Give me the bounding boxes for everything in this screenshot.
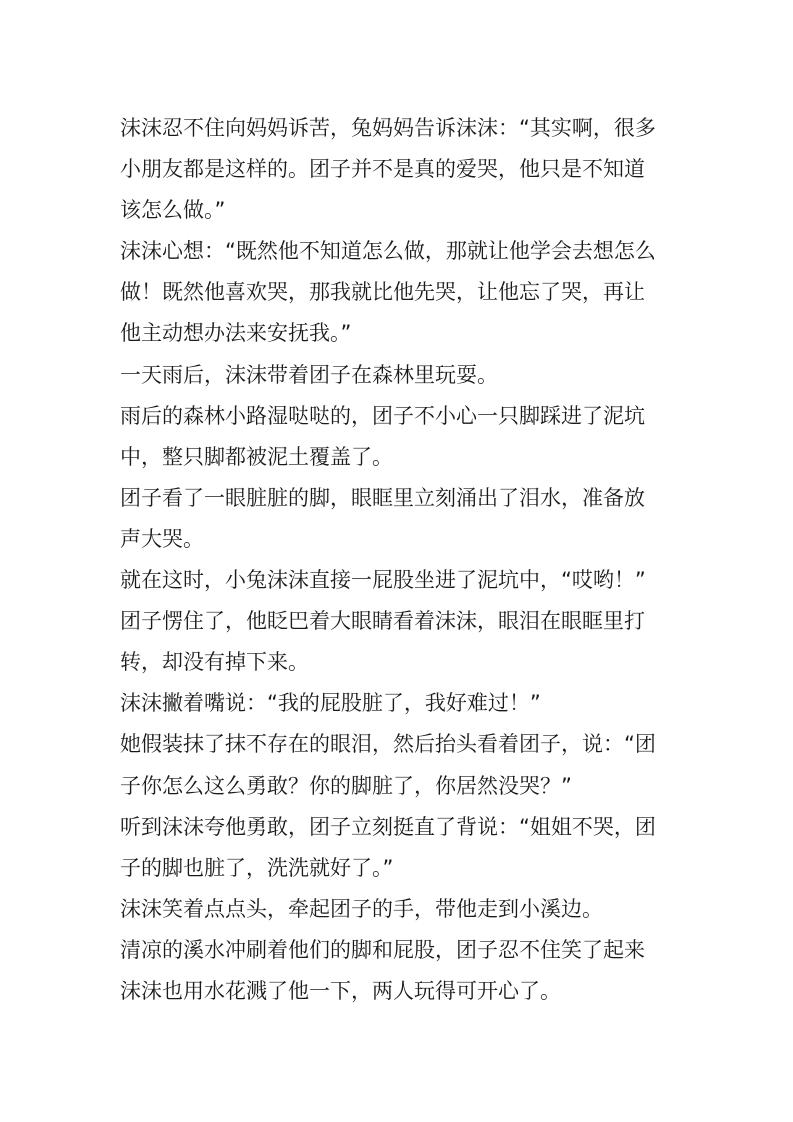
text-line: 沫沫也用水花溅了他一下，两人玩得可开心了。 (120, 978, 561, 1003)
text-line: 一天雨后，沫沫带着团子在森林里玩耍。 (120, 362, 498, 387)
text-line: 听到沫沫夸他勇敢，团子立刻挺直了背说：“姐姐不哭，团 (120, 814, 656, 839)
text-line: 沫沫心想：“既然他不知道怎么做，那就让他学会去想怎么 (120, 239, 656, 264)
text-line: 子你怎么这么勇敢？你的脚脏了，你居然没哭？” (120, 773, 572, 798)
text-line: 沫沫忍不住向妈妈诉苦，兔妈妈告诉沫沫：“其实啊，很多 (120, 116, 656, 140)
text-line: 声大哭。 (120, 526, 204, 551)
text-line: 她假装抹了抹不存在的眼泪，然后抬头看着团子，说：“团 (120, 732, 656, 757)
text-line: 就在这时，小兔沫沫直接一屁股坐进了泥坑中，“哎哟！” (120, 568, 646, 593)
text-line: 沫沫笑着点点头，牵起团子的手，带他走到小溪边。 (120, 896, 603, 921)
text-line: 清凉的溪水冲刷着他们的脚和屁股，团子忍不住笑了起来 (120, 937, 645, 962)
text-line: 中，整只脚都被泥土覆盖了。 (120, 444, 393, 469)
text-line: 团子看了一眼脏脏的脚，眼眶里立刻涌出了泪水，准备放 (120, 485, 645, 510)
text-line: 团子愣住了，他眨巴着大眼睛看着沫沫，眼泪在眼眶里打 (120, 609, 645, 634)
text-line: 该怎么做。” (120, 198, 226, 223)
text-line: 转，却没有掉下来。 (120, 650, 309, 675)
text-line: 他主动想办法来安抚我。” (120, 321, 352, 346)
text-line: 小朋友都是这样的。团子并不是真的爱哭，他只是不知道 (120, 157, 645, 182)
text-line: 子的脚也脏了，洗洗就好了。” (120, 855, 394, 880)
story-text (120, 108, 680, 1012)
text-line: 做！既然他喜欢哭，那我就比他先哭，让他忘了哭，再让 (120, 280, 645, 305)
text-line: 雨后的森林小路湿哒哒的，团子不小心一只脚踩进了泥坑 (120, 403, 645, 428)
text-line: 沫沫撇着嘴说：“我的屁股脏了，我好难过！” (120, 691, 541, 716)
